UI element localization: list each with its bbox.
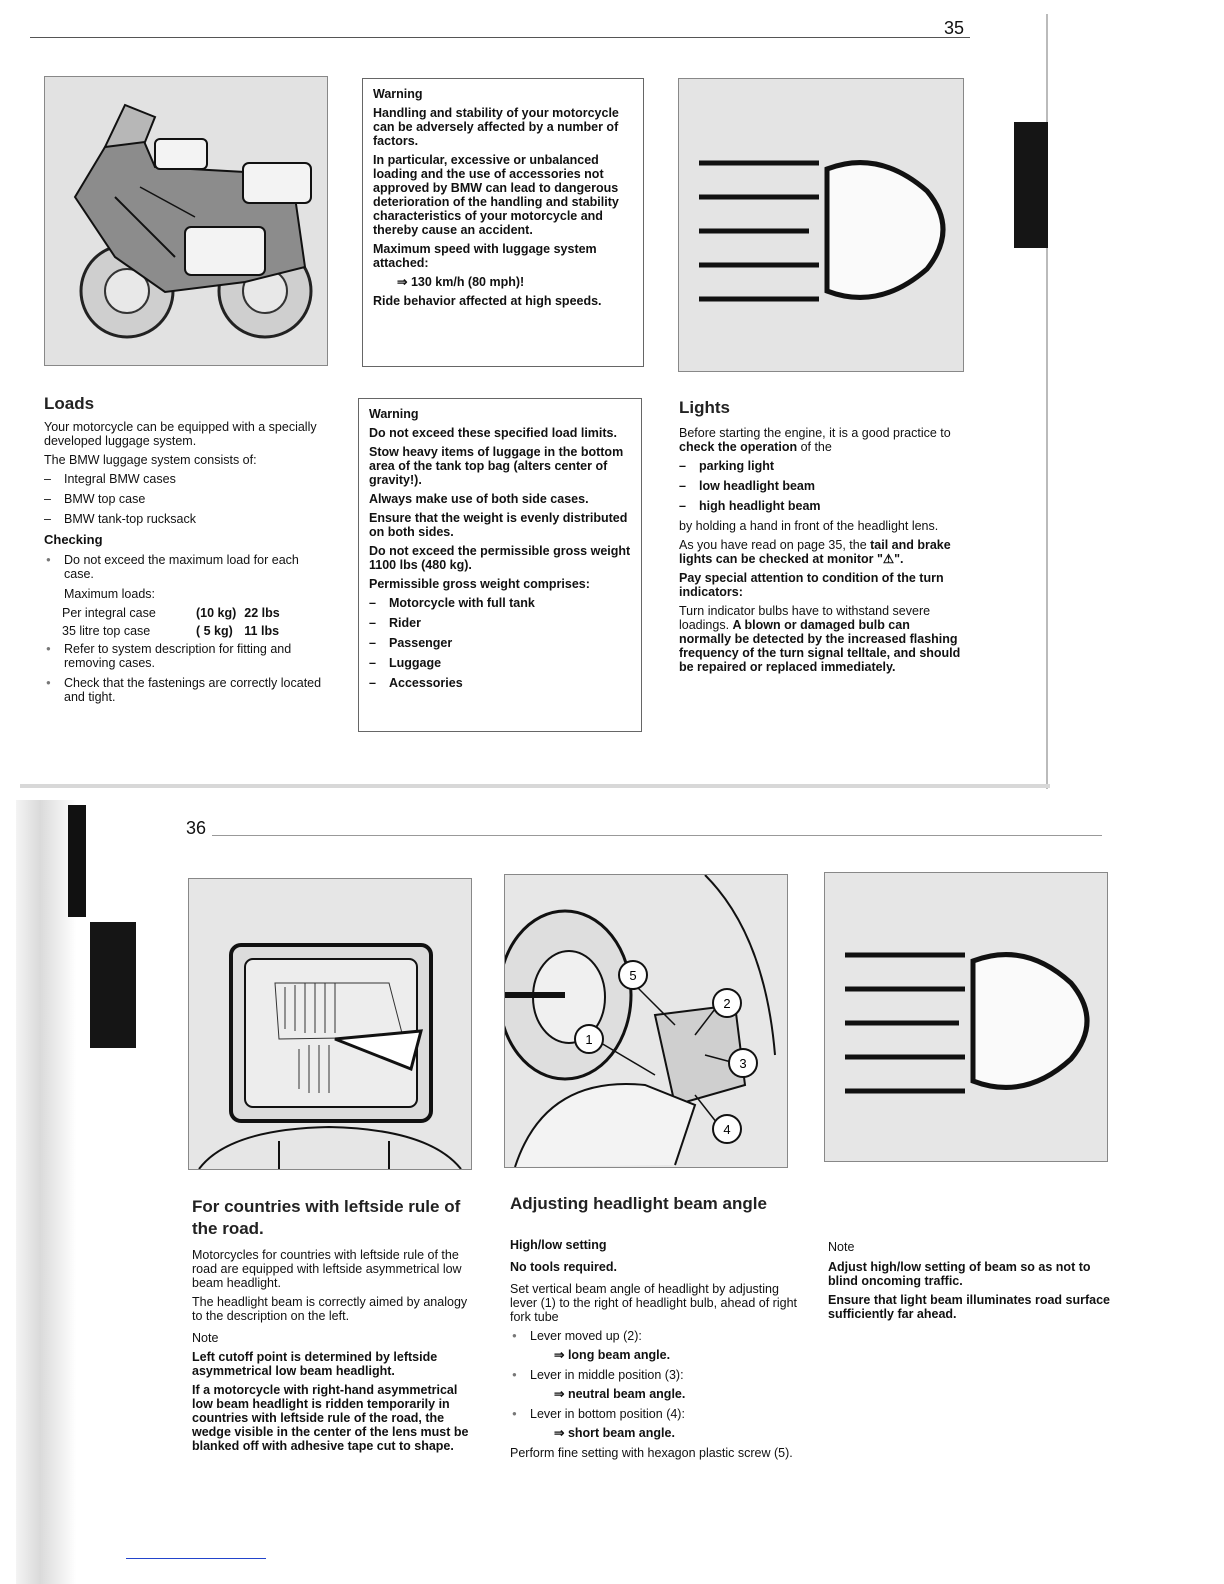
note-text: Ensure that light beam illuminates road surface sufficiently far ahead.: [828, 1293, 1111, 1321]
note-text: Adjust high/low setting of beam so as not to blind oncoming traffic.: [828, 1260, 1091, 1288]
leftside-title: For countries with leftside rule of the road.: [192, 1197, 461, 1238]
warning-text: Always make use of both side cases.: [369, 492, 589, 506]
lights-title: Lights: [679, 398, 730, 417]
svg-text:1: 1: [585, 1032, 593, 1047]
page-binding-bar: [68, 805, 86, 917]
leftside-text: The headlight beam is correctly aimed by analogy to the description on the left.: [192, 1295, 468, 1323]
warning-text: In particular, excessive or unbalanced loading and the use of accessories not approved by BMW can lead to dangerous deterioration of the handling and stability characteristics of your motorcycle and thereby cause an accident.: [373, 153, 619, 237]
svg-text:2: 2: [723, 996, 731, 1011]
callout-1: [575, 1025, 603, 1053]
list-item: – Luggage: [369, 656, 631, 670]
lights-section: [679, 398, 965, 679]
list-item: ● Check that the fastenings are correctly located and tight.: [44, 676, 330, 704]
lights-text: Turn indicator bulbs have to withstand severe loadings. A blown or damaged bulb can normally be detected by the increased flashing frequency of the turn signal telltale, and should be repaired or replaced immediately.: [679, 604, 961, 674]
leftside-note-text: If a motorcycle with right-hand asymmetrical low beam headlight is ridden temporarily in countries with leftside rule of the road, the wedge visible in the center of the lens must be blanked off with adhesive tape cut to shape.: [192, 1383, 469, 1453]
loads-consists: The BMW luggage system consists of:: [44, 453, 257, 467]
loads-intro: Your motorcycle can be equipped with a specially developed luggage system.: [44, 420, 317, 448]
top-header-rule: [30, 37, 970, 38]
adjust-text: Set vertical beam angle of headlight by adjusting lever (1) to the right of headlight bulb, ahead of right fork tube: [510, 1282, 797, 1324]
adjust-beam-section: [510, 1194, 800, 1465]
table-row: Per integral case (10 kg) 22 lbs: [62, 606, 280, 620]
list-item: – Passenger: [369, 636, 631, 650]
checking-heading: Checking: [44, 532, 103, 547]
warning-text: Stow heavy items of luggage in the bottom area of the tank top bag (alters center of gravity!).: [369, 445, 624, 487]
list-item: ● Refer to system description for fitting and removing cases.: [44, 642, 330, 670]
beam-adjuster-figure: [504, 874, 788, 1168]
list-item: – BMW top case: [44, 492, 330, 506]
svg-text:4: 4: [723, 1122, 731, 1137]
adjust-text: Perform fine setting with hexagon plastic screw (5).: [510, 1446, 793, 1460]
max-loads-label: Maximum loads:: [64, 587, 155, 601]
list-item: – low headlight beam: [679, 479, 965, 493]
adjust-title: Adjusting headlight beam angle: [510, 1194, 767, 1213]
adjust-subheading: No tools required.: [510, 1260, 617, 1274]
list-item: ● Lever moved up (2): ⇒ long beam angle.: [510, 1329, 800, 1362]
turn-indicator-heading: Pay special attention to condition of the turn indicators:: [679, 571, 944, 599]
motorcycle-luggage-figure: [44, 76, 328, 366]
checking-list: [44, 553, 330, 581]
list-item: ● Lever in bottom position (4): ⇒ short beam angle.: [510, 1407, 800, 1440]
callout-4: [713, 1115, 741, 1143]
warning-title: Warning: [373, 87, 423, 101]
page-number-35: 35: [944, 18, 965, 38]
list-item: – Integral BMW cases: [44, 472, 330, 486]
luggage-list: [44, 472, 330, 526]
leftside-rule-section: [192, 1196, 478, 1458]
svg-text:3: 3: [739, 1056, 747, 1071]
gross-weight-list: [369, 596, 631, 690]
table-row: 35 litre top case ( 5 kg) 11 lbs: [62, 624, 280, 638]
list-item: – high headlight beam: [679, 499, 965, 513]
chapter-tab-marker-36: [90, 922, 136, 1048]
warning-text: Ride behavior affected at high speeds.: [373, 294, 602, 308]
list-item: – Motorcycle with full tank: [369, 596, 631, 610]
note-heading: Note: [828, 1240, 855, 1254]
chapter-tab-marker: [1014, 122, 1048, 248]
lights-intro: Before starting the engine, it is a good practice to check the operation of the: [679, 426, 951, 454]
list-item: ● Lever in middle position (3): ⇒ neutral beam angle.: [510, 1368, 800, 1401]
warning-text: Handling and stability of your motorcycle can be adversely affected by a number of factors.: [373, 106, 619, 148]
headlight-beam-figure-2: [824, 872, 1108, 1162]
footer-link-rule: [126, 1558, 266, 1559]
list-item: ● Do not exceed the maximum load for each case.: [44, 553, 330, 581]
page-separator: [20, 784, 1050, 788]
page-number-36: 36: [186, 818, 207, 838]
page-left-edge-shading: [16, 800, 76, 1584]
list-item: – BMW tank-top rucksack: [44, 512, 330, 526]
warning-box-load-limits: [358, 398, 642, 732]
lights-check-list: [679, 459, 965, 513]
loads-section: [44, 394, 330, 710]
warning-title: Warning: [369, 407, 419, 421]
warning-text: Do not exceed these specified load limits.: [369, 426, 617, 440]
warning-text: Ensure that the weight is evenly distributed on both sides.: [369, 511, 628, 539]
checking-list-2: [44, 642, 330, 704]
warning-text: Do not exceed the permissible gross weight 1100 lbs (480 kg).: [369, 544, 631, 572]
callout-3: [729, 1049, 757, 1077]
leftside-text: Motorcycles for countries with leftside rule of the road are equipped with leftside asymmetrical low beam headlight.: [192, 1248, 462, 1290]
lever-positions-list: [510, 1329, 800, 1440]
warning-box-handling: [362, 78, 644, 367]
warning-text: Permissible gross weight comprises:: [369, 577, 590, 591]
list-item: – Rider: [369, 616, 631, 630]
leftside-note-text: Left cutoff point is determined by leftside asymmetrical low beam headlight.: [192, 1350, 438, 1378]
warning-text: Maximum speed with luggage system attached:: [373, 242, 597, 270]
note-heading: Note: [192, 1331, 219, 1345]
bottom-header-rule: [212, 835, 1102, 836]
headlight-beam-figure: [678, 78, 964, 372]
max-loads-table: [62, 606, 288, 642]
headlight-lens-figure: [188, 878, 472, 1170]
lights-text: As you have read on page 35, the tail and brake lights can be checked at monitor "⚠".: [679, 538, 951, 566]
callout-5: [619, 961, 647, 989]
loads-title: Loads: [44, 394, 95, 413]
note-section: [828, 1240, 1112, 1326]
adjust-subheading: High/low setting: [510, 1238, 607, 1252]
callout-2: [713, 989, 741, 1017]
max-speed-value: ⇒ 130 km/h (80 mph)!: [397, 275, 525, 289]
svg-text:5: 5: [629, 968, 637, 983]
list-item: – parking light: [679, 459, 965, 473]
list-item: – Accessories: [369, 676, 631, 690]
lights-text: by holding a hand in front of the headlight lens.: [679, 519, 939, 533]
